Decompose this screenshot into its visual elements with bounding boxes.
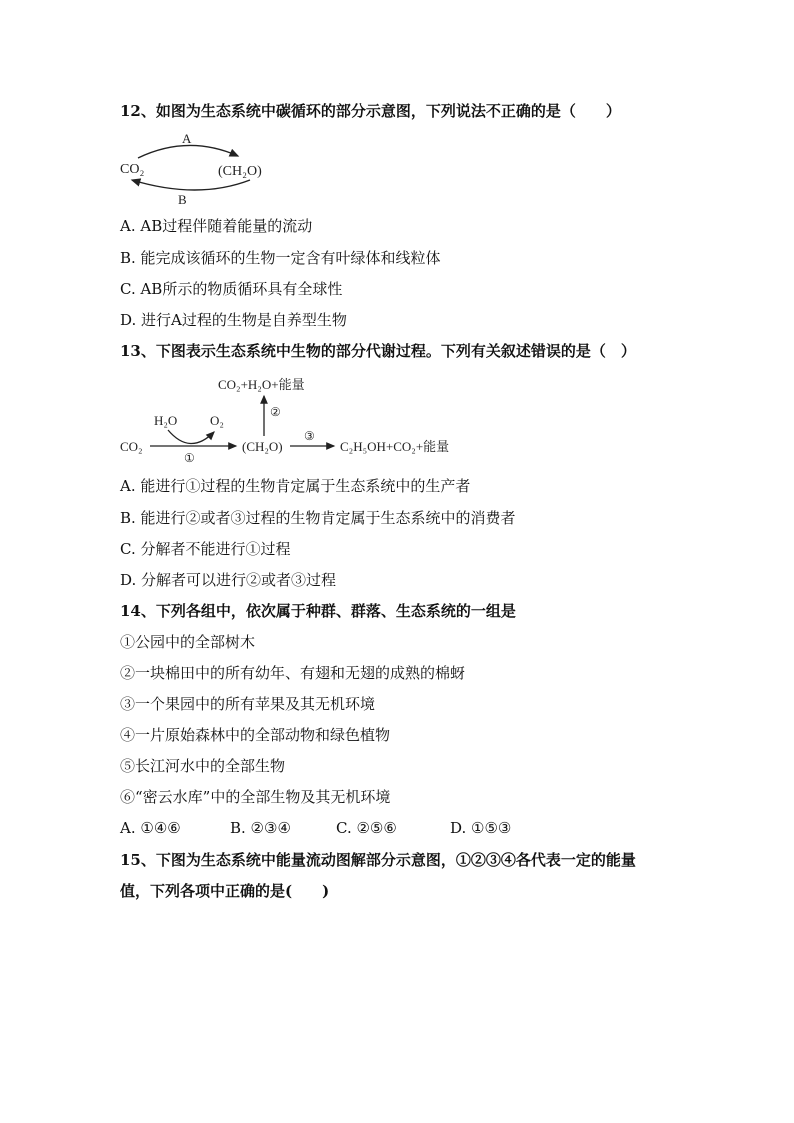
q13-top-product: CO₂+H₂O+能量 — [218, 377, 305, 392]
q13-step2-label: ② — [270, 405, 281, 419]
q13-ch2o-label: (CH₂O) — [242, 439, 283, 454]
q12-arrow-a — [138, 145, 238, 158]
q13-option-c: C. 分解者不能进行①过程 — [120, 540, 291, 558]
q13-step3-label: ③ — [304, 429, 315, 443]
q13-stem: 13、下图表示生态系统中生物的部分代谢过程。下列有关叙述错误的是（ ） — [120, 342, 636, 360]
q14-item-1: ①公园中的全部树木 — [120, 633, 256, 651]
q12-option-c: C. AB所示的物质循环具有全球性 — [120, 280, 343, 298]
q13-o2-label: O₂ — [210, 413, 224, 428]
q14-options — [120, 818, 511, 838]
q14-item-3: ③一个果园中的所有苹果及其无机环境 — [120, 695, 376, 713]
q15-stem-line1: 15、下图为生态系统中能量流动图解部分示意图，①②③④各代表一定的能量 — [120, 851, 636, 869]
q12-arrow-b — [132, 180, 250, 190]
q14-item-4: ④一片原始森林中的全部动物和绿色植物 — [120, 726, 391, 744]
q13-option-d: D. 分解者可以进行②或者③过程 — [120, 571, 337, 589]
q13-option-b: B. 能进行②或者③过程的生物肯定属于生态系统中的消费者 — [120, 509, 516, 527]
q12-arrow-b-label: B — [178, 192, 187, 206]
q12-co2-label: CO₂ — [120, 162, 145, 177]
q13-co2-label: CO₂ — [120, 439, 143, 454]
q14-option-d: D. ①⑤③ — [450, 819, 512, 837]
q14-option-c: C. ②⑤⑥ — [336, 819, 397, 837]
q12-ch2o-label: (CH₂O) — [218, 164, 262, 179]
q15-stem-line2: 值，下列各项中正确的是( ) — [120, 882, 330, 900]
q13-right-product: C₂H₅OH+CO₂+能量 — [340, 439, 450, 454]
q12-option-b: B. 能完成该循环的生物一定含有叶绿体和线粒体 — [120, 249, 441, 267]
q12-carbon-cycle-diagram — [118, 128, 288, 210]
q12-option-a: A. AB过程伴随着能量的流动 — [120, 217, 313, 235]
q12-option-d: D. 进行A过程的生物是自养型生物 — [120, 311, 347, 329]
q14-item-2: ②一块棉田中的所有幼年、有翅和无翅的成熟的棉蚜 — [120, 664, 466, 682]
q13-step1-label: ① — [184, 451, 195, 465]
q13-curve-arrow — [168, 430, 214, 444]
q13-option-a: A. 能进行①过程的生物肯定属于生态系统中的生产者 — [120, 477, 471, 495]
q14-stem: 14、下列各组中，依次属于种群、群落、生态系统的一组是 — [120, 602, 516, 620]
q14-item-5: ⑤长江河水中的全部生物 — [120, 757, 286, 775]
q12-stem: 12、如图为生态系统中碳循环的部分示意图，下列说法不正确的是（ ） — [120, 102, 621, 120]
q13-metabolism-diagram — [118, 370, 478, 470]
q14-option-a: A. ①④⑥ — [120, 819, 181, 837]
q12-arrow-a-label: A — [182, 131, 192, 146]
q13-h2o-label: H₂O — [154, 413, 178, 428]
q14-item-6: ⑥“密云水库”中的全部生物及其无机环境 — [120, 788, 391, 806]
q14-option-b: B. ②③④ — [230, 819, 291, 837]
